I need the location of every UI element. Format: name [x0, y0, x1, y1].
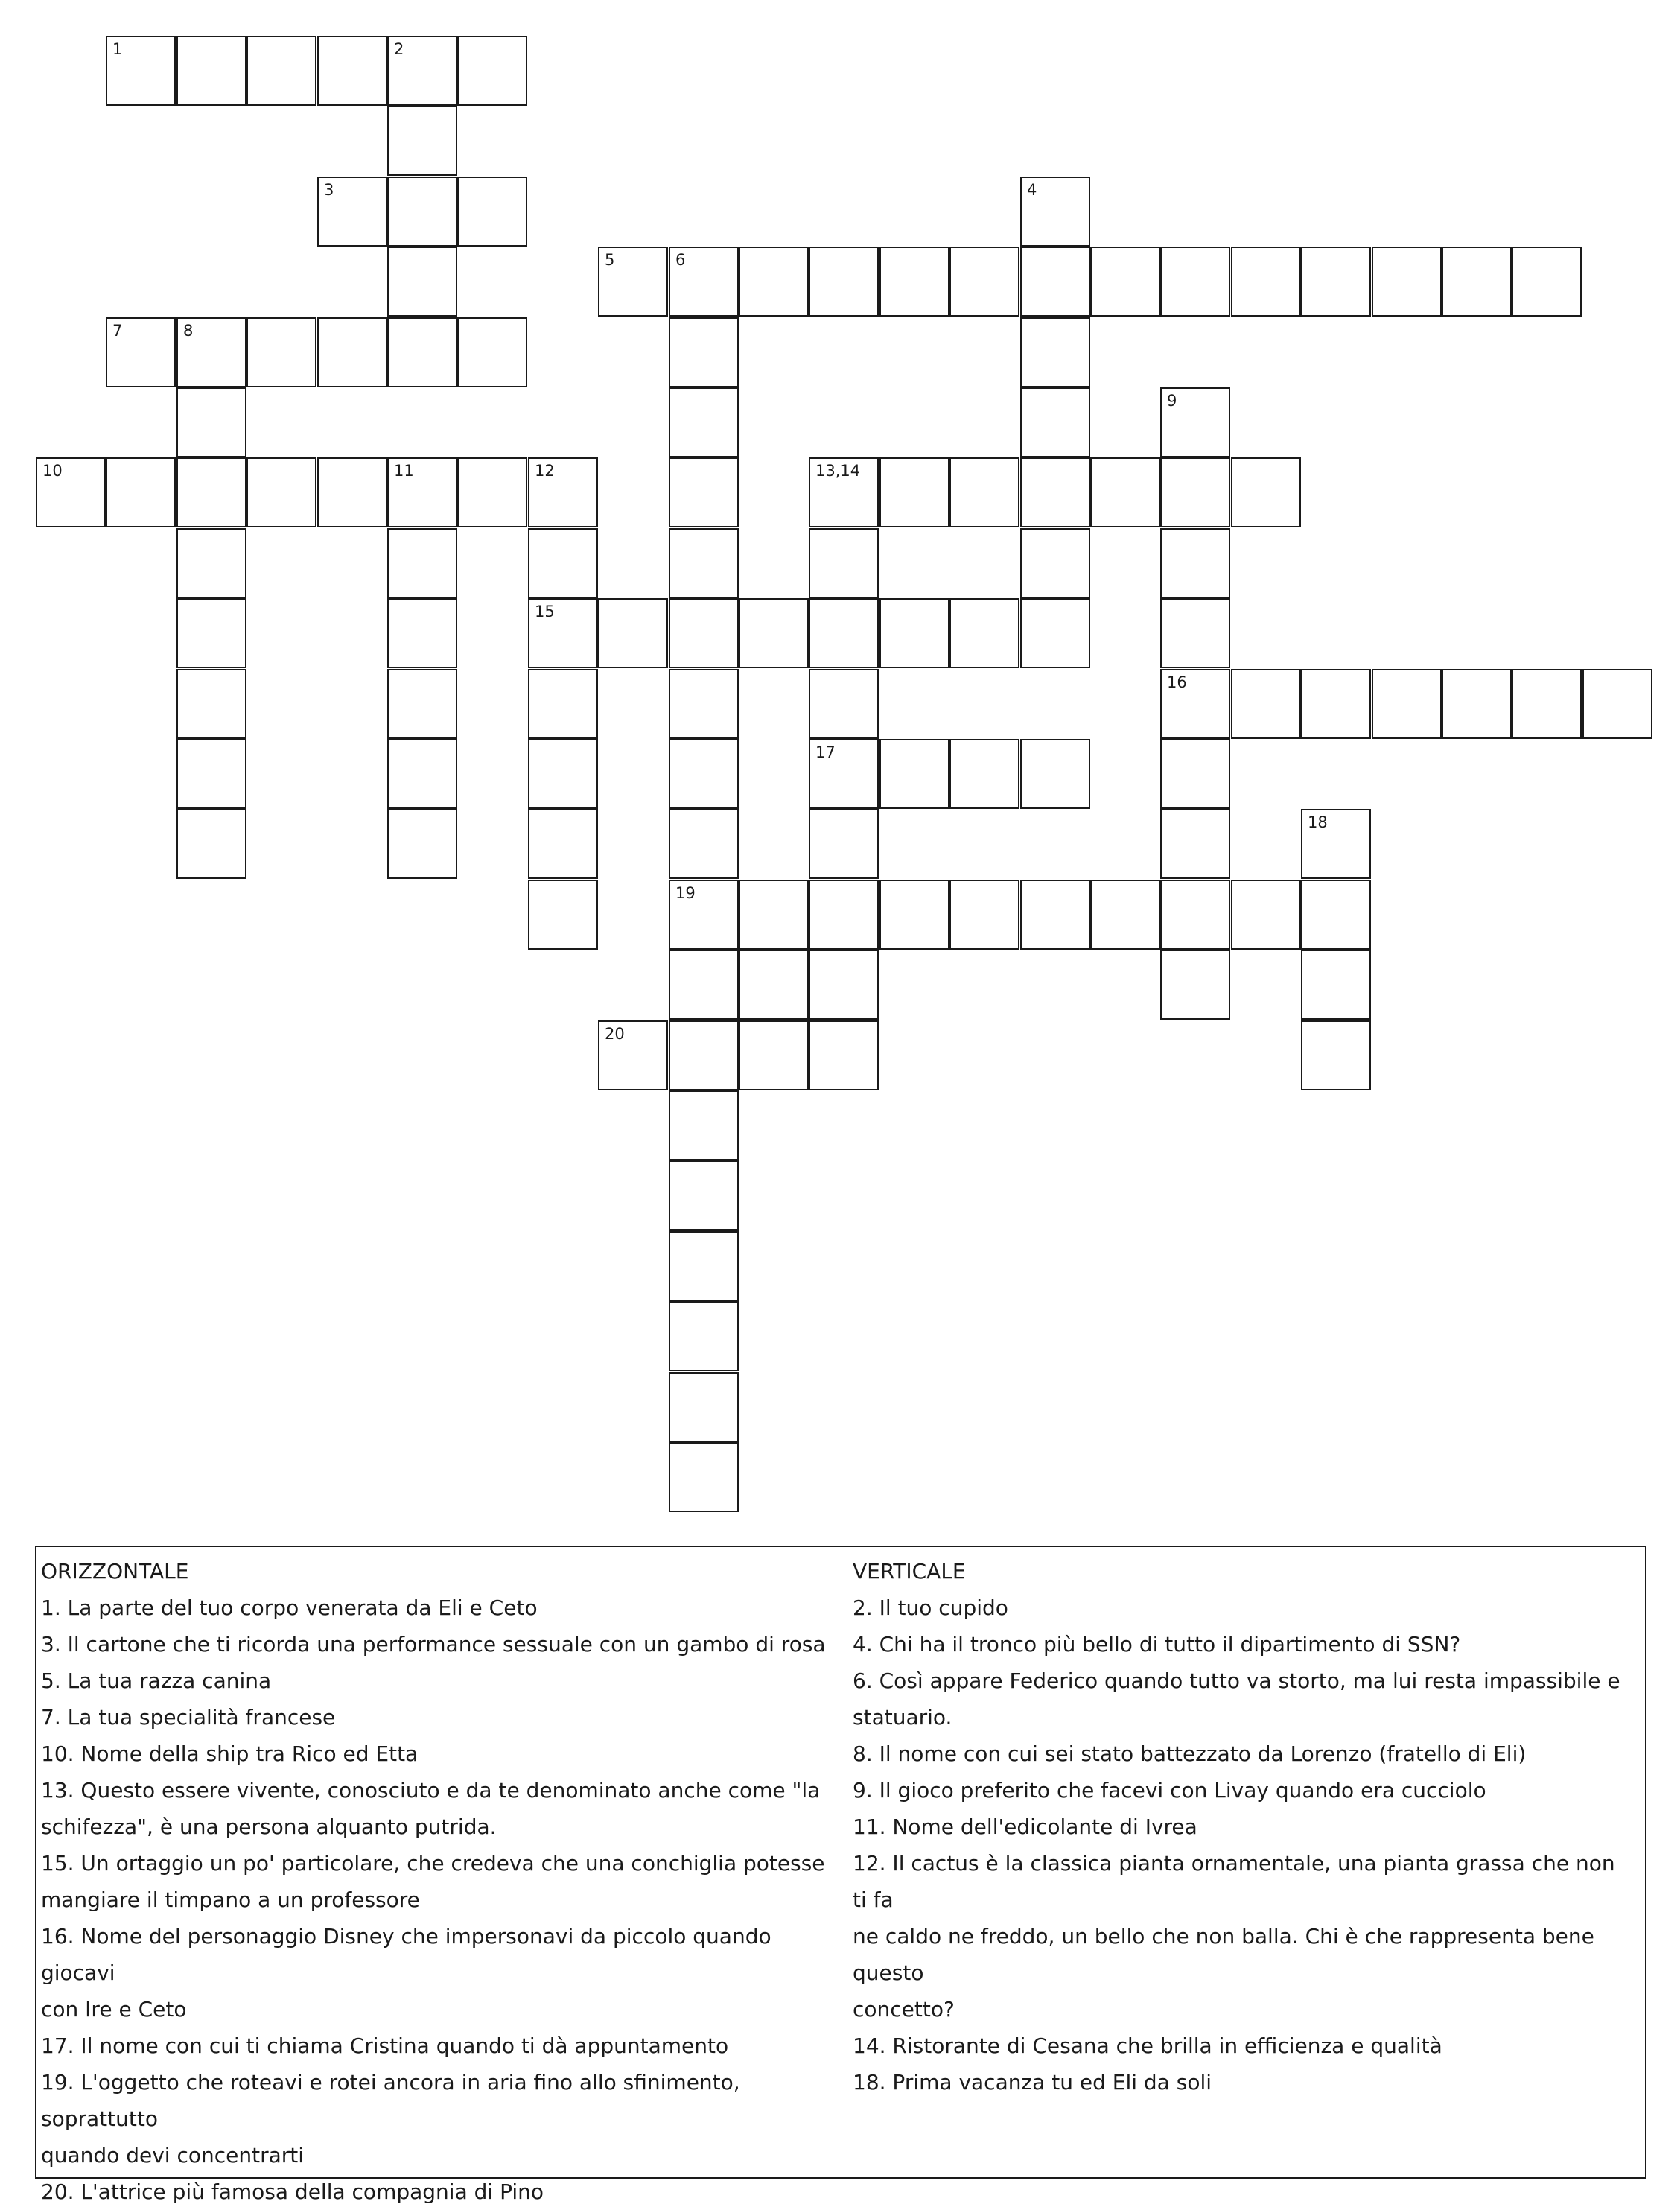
grid-cell[interactable] — [1301, 247, 1371, 317]
across-clue-line: con Ire e Ceto — [41, 1997, 187, 2022]
grid-cell[interactable] — [1090, 880, 1160, 950]
down-clue-line: 9. Il gioco preferito che facevi con Livay quando era cucciolo — [853, 1778, 1486, 1803]
grid-cell[interactable] — [669, 880, 739, 950]
grid-cell[interactable] — [1020, 317, 1090, 387]
grid-cell[interactable] — [1372, 669, 1442, 739]
clue-number: 7 — [112, 322, 123, 340]
clue-number: 12 — [535, 462, 555, 480]
grid-cell[interactable] — [669, 528, 739, 598]
grid-cell[interactable] — [317, 317, 387, 387]
down-clue-line: 6. Così appare Federico quando tutto va storto, ma lui resta impassibile e — [853, 1668, 1620, 1693]
grid-cell[interactable] — [739, 1020, 809, 1090]
clues-box — [35, 1546, 1646, 2204]
grid-cell[interactable] — [809, 739, 879, 809]
grid-cell[interactable] — [528, 739, 598, 809]
grid-cell[interactable] — [809, 880, 879, 950]
grid-cell[interactable] — [176, 739, 246, 809]
grid-cell[interactable] — [879, 457, 949, 527]
down-clue-line: 8. Il nome con cui sei stato battezzato da Lorenzo (fratello di Eli) — [853, 1741, 1527, 1766]
grid-cell[interactable] — [317, 36, 387, 106]
clue-number: 16 — [1167, 673, 1187, 691]
grid-cell[interactable] — [949, 739, 1019, 809]
clue-number: 20 — [605, 1025, 625, 1043]
grid-cell[interactable] — [598, 598, 668, 668]
grid-cell[interactable] — [246, 457, 316, 527]
grid-cell[interactable] — [669, 387, 739, 457]
grid-cell[interactable] — [387, 528, 457, 598]
across-clue-line: 3. Il cartone che ti ricorda una performance sessuale con un gambo di rosa — [41, 1632, 826, 1657]
across-clues-column — [41, 1553, 845, 2210]
grid-cell[interactable] — [809, 457, 879, 527]
grid-cell[interactable] — [387, 739, 457, 809]
across-clue-line: 17. Il nome con cui ti chiama Cristina quando ti dà appuntamento — [41, 2033, 729, 2058]
grid-cell[interactable] — [1160, 950, 1230, 1020]
grid-cell[interactable] — [879, 739, 949, 809]
across-clue-line: quando devi concentrarti — [41, 2143, 305, 2168]
clue-number: 11 — [394, 462, 414, 480]
grid-cell[interactable] — [457, 317, 527, 387]
across-clue-line: 13. Questo essere vivente, conosciuto e da te denominato anche come "la — [41, 1778, 821, 1803]
across-clue-line: mangiare il timpano a un professore — [41, 1887, 420, 1912]
grid-cell[interactable] — [106, 457, 176, 527]
clue-number: 19 — [675, 884, 696, 902]
down-clue-line: 12. Il cactus è la classica pianta ornamentale, una pianta grassa che non ti fa — [853, 1851, 1615, 1912]
across-clue-line: 5. La tua razza canina — [41, 1668, 272, 1693]
grid-cell[interactable] — [1090, 457, 1160, 527]
grid-cell[interactable] — [457, 177, 527, 247]
clue-number: 1 — [112, 40, 123, 58]
grid-cell[interactable] — [1160, 809, 1230, 879]
grid-cell[interactable] — [949, 457, 1019, 527]
grid-cell[interactable] — [387, 669, 457, 739]
across-clue-line: schifezza", è una persona alquanto putrida. — [41, 1814, 497, 1839]
grid-cell[interactable] — [176, 387, 246, 457]
grid-cell[interactable] — [1512, 669, 1582, 739]
grid-cell[interactable] — [528, 809, 598, 879]
grid-cell[interactable] — [176, 457, 246, 527]
grid-cell[interactable] — [387, 106, 457, 176]
grid-cell[interactable] — [669, 1372, 739, 1442]
grid-cell[interactable] — [598, 247, 668, 317]
grid-cell[interactable] — [1090, 247, 1160, 317]
grid-cell[interactable] — [1582, 669, 1652, 739]
grid-cell[interactable] — [949, 247, 1019, 317]
grid-cell[interactable] — [1160, 739, 1230, 809]
grid-cell[interactable] — [1372, 247, 1442, 317]
grid-cell[interactable] — [457, 36, 527, 106]
grid-cell[interactable] — [1442, 247, 1512, 317]
grid-cell[interactable] — [1231, 457, 1301, 527]
grid-cell[interactable] — [1160, 247, 1230, 317]
grid-cell[interactable] — [317, 177, 387, 247]
grid-cell[interactable] — [176, 809, 246, 879]
grid-cell[interactable] — [176, 669, 246, 739]
grid-cell[interactable] — [809, 528, 879, 598]
grid-cell[interactable] — [246, 36, 316, 106]
grid-cell[interactable] — [1301, 880, 1371, 950]
grid-cell[interactable] — [528, 528, 598, 598]
grid-cell[interactable] — [669, 317, 739, 387]
grid-cell[interactable] — [1160, 387, 1230, 457]
grid-cell[interactable] — [1512, 247, 1582, 317]
grid-cell[interactable] — [1020, 528, 1090, 598]
across-clue-line: 1. La parte del tuo corpo venerata da Eli e Ceto — [41, 1595, 538, 1620]
grid-cell[interactable] — [1231, 247, 1301, 317]
grid-cell[interactable] — [176, 317, 246, 387]
grid-cell[interactable] — [1020, 880, 1090, 950]
grid-cell[interactable] — [1160, 669, 1230, 739]
grid-cell[interactable] — [669, 247, 739, 317]
grid-cell[interactable] — [387, 317, 457, 387]
clue-number: 5 — [605, 251, 615, 269]
grid-cell[interactable] — [739, 598, 809, 668]
clue-number: 17 — [815, 743, 836, 761]
grid-cell[interactable] — [669, 1442, 739, 1512]
grid-cell[interactable] — [1020, 598, 1090, 668]
down-clues-column — [853, 1553, 1635, 2101]
grid-cell[interactable] — [528, 598, 598, 668]
grid-cell[interactable] — [669, 1090, 739, 1160]
down-clue-line: ne caldo ne freddo, un bello che non balla. Chi è che rappresenta bene questo — [853, 1924, 1594, 1985]
grid-cell[interactable] — [669, 739, 739, 809]
grid-cell[interactable] — [809, 1020, 879, 1090]
clue-number: 15 — [535, 603, 555, 620]
grid-cell[interactable] — [809, 598, 879, 668]
clue-number: 18 — [1308, 813, 1328, 831]
down-clue-line: 14. Ristorante di Cesana che brilla in efficienza e qualità — [853, 2033, 1442, 2058]
grid-cell[interactable] — [809, 809, 879, 879]
grid-cell[interactable] — [387, 177, 457, 247]
grid-cell[interactable] — [1301, 1020, 1371, 1090]
grid-cell[interactable] — [106, 36, 176, 106]
clue-number: 2 — [394, 40, 404, 58]
grid-cell[interactable] — [1020, 739, 1090, 809]
grid-cell[interactable] — [669, 1160, 739, 1231]
grid-cell[interactable] — [1231, 880, 1301, 950]
grid-cell[interactable] — [1160, 457, 1230, 527]
across-clue-line: 19. L'oggetto che roteavi e rotei ancora in aria fino allo sfinimento, soprattutto — [41, 2070, 740, 2131]
across-clue-line: 20. L'attrice più famosa della compagnia di Pino — [41, 2179, 544, 2204]
grid-cell[interactable] — [669, 809, 739, 879]
grid-cell[interactable] — [457, 457, 527, 527]
grid-cell[interactable] — [1020, 457, 1090, 527]
grid-cell[interactable] — [36, 457, 106, 527]
clue-number: 9 — [1167, 392, 1177, 410]
grid-cell[interactable] — [879, 247, 949, 317]
grid-cell[interactable] — [809, 669, 879, 739]
grid-cell[interactable] — [669, 1020, 739, 1090]
grid-cell[interactable] — [528, 669, 598, 739]
grid-cell[interactable] — [879, 880, 949, 950]
grid-cell[interactable] — [669, 1231, 739, 1301]
grid-cell[interactable] — [949, 880, 1019, 950]
grid-cell[interactable] — [387, 598, 457, 668]
across-clue-line: 15. Un ortaggio un po' particolare, che credeva che una conchiglia potesse — [41, 1851, 825, 1876]
grid-cell[interactable] — [1020, 177, 1090, 247]
grid-cell[interactable] — [879, 598, 949, 668]
across-heading: ORIZZONTALE — [41, 1559, 189, 1584]
down-clue-line: 18. Prima vacanza tu ed Eli da soli — [853, 2070, 1212, 2095]
across-clue-line: 16. Nome del personaggio Disney che impersonavi da piccolo quando giocavi — [41, 1924, 771, 1985]
grid-cell[interactable] — [669, 950, 739, 1020]
grid-cell[interactable] — [176, 528, 246, 598]
clue-number: 6 — [675, 251, 686, 269]
across-clue-line: 7. La tua specialità francese — [41, 1705, 336, 1730]
down-clue-line: 11. Nome dell'edicolante di Ivrea — [853, 1814, 1197, 1839]
grid-cell[interactable] — [387, 457, 457, 527]
grid-cell[interactable] — [1301, 669, 1371, 739]
grid-cell[interactable] — [669, 598, 739, 668]
clue-number: 13,14 — [815, 462, 861, 480]
down-clue-line: concetto? — [853, 1997, 955, 2022]
grid-cell[interactable] — [1020, 387, 1090, 457]
grid-cell[interactable] — [317, 457, 387, 527]
grid-cell[interactable] — [949, 598, 1019, 668]
clue-number: 10 — [42, 462, 63, 480]
grid-cell[interactable] — [1301, 950, 1371, 1020]
grid-cell[interactable] — [387, 809, 457, 879]
grid-cell[interactable] — [669, 457, 739, 527]
grid-cell[interactable] — [176, 598, 246, 668]
grid-cell[interactable] — [1160, 880, 1230, 950]
grid-cell[interactable] — [1160, 598, 1230, 668]
grid-cell[interactable] — [739, 880, 809, 950]
grid-cell[interactable] — [528, 457, 598, 527]
grid-cell[interactable] — [669, 669, 739, 739]
down-heading: VERTICALE — [853, 1559, 966, 1584]
grid-cell[interactable] — [1442, 669, 1512, 739]
grid-cell[interactable] — [387, 247, 457, 317]
clue-number: 8 — [183, 322, 194, 340]
grid-cell[interactable] — [598, 1020, 668, 1090]
grid-cell[interactable] — [387, 36, 457, 106]
grid-cell[interactable] — [528, 880, 598, 950]
grid-cell[interactable] — [809, 247, 879, 317]
clue-number: 4 — [1027, 181, 1037, 199]
grid-cell[interactable] — [1231, 669, 1301, 739]
down-clue-line: 2. Il tuo cupido — [853, 1595, 1008, 1620]
grid-cell[interactable] — [176, 36, 246, 106]
grid-cell[interactable] — [1301, 809, 1371, 879]
grid-cell[interactable] — [1160, 528, 1230, 598]
grid-cell[interactable] — [1020, 247, 1090, 317]
grid-cell[interactable] — [669, 1301, 739, 1371]
clue-number: 3 — [324, 181, 334, 199]
grid-cell[interactable] — [809, 950, 879, 1020]
grid-cell[interactable] — [106, 317, 176, 387]
down-clue-line: statuario. — [853, 1705, 952, 1730]
grid-cell[interactable] — [246, 317, 316, 387]
across-clue-line: 10. Nome della ship tra Rico ed Etta — [41, 1741, 419, 1766]
grid-cell[interactable] — [739, 247, 809, 317]
down-clue-line: 4. Chi ha il tronco più bello di tutto il dipartimento di SSN? — [853, 1632, 1461, 1657]
grid-cell[interactable] — [739, 950, 809, 1020]
